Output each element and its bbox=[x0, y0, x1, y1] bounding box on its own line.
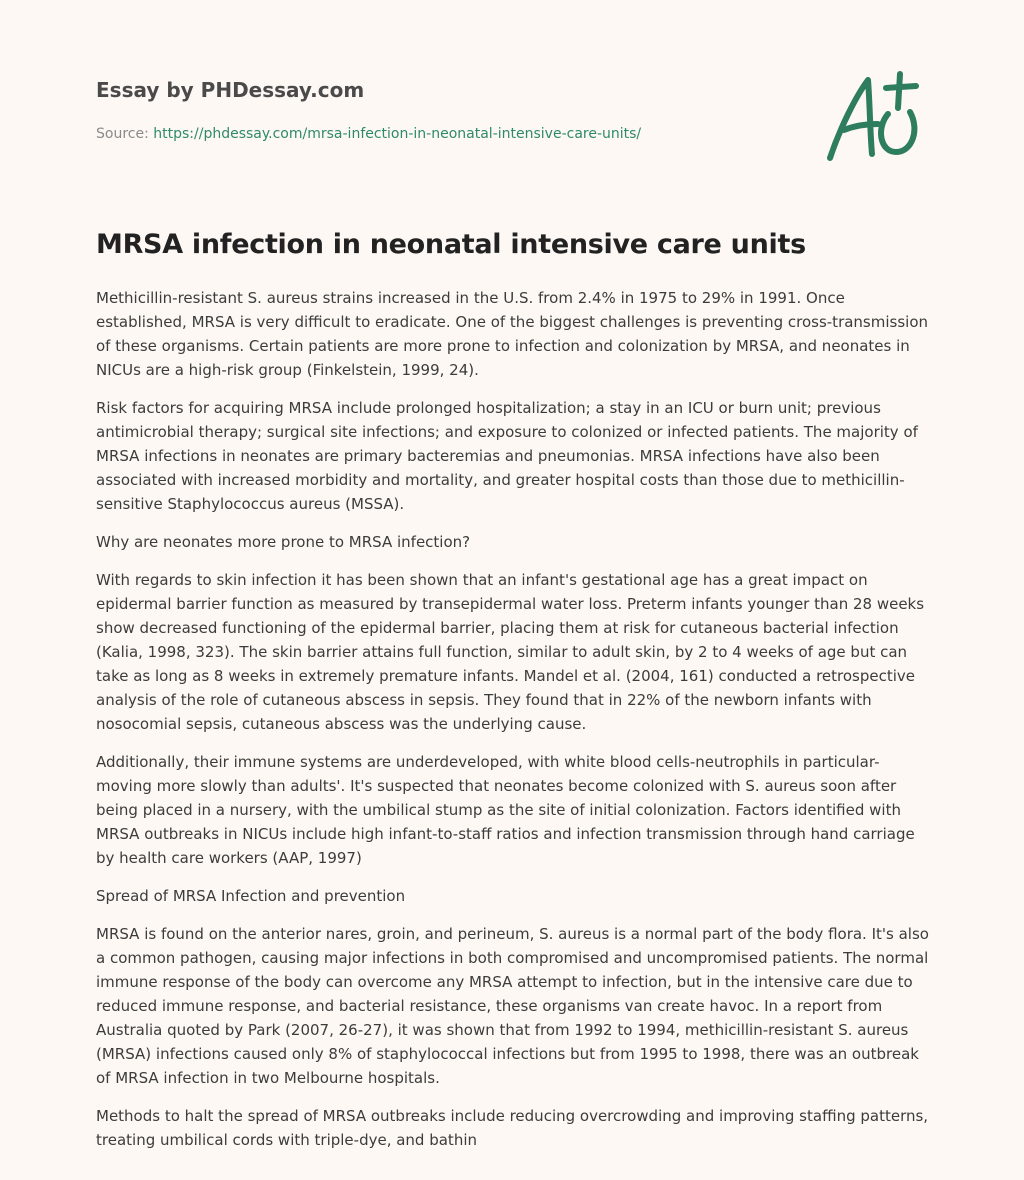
source-label: Source: bbox=[96, 126, 149, 142]
article-title: MRSA infection in neonatal intensive care units bbox=[96, 229, 806, 260]
paragraph: Methods to halt the spread of MRSA outbreaks include reducing overcrowding and improving staffing patterns, treating umbilical cords with triple-dye, and bathin bbox=[96, 1107, 929, 1149]
source-line bbox=[96, 124, 641, 144]
paragraph: Methicillin-resistant S. aureus strains increased in the U.S. from 2.4% in 1975 to 29% in 1991. Once established, MRSA is very difficult to eradicate. One of the biggest challenges is preventing cross-transmission of these organisms. Certain patients are more prone to infection and colonization by MRSA, and neonates in NICUs are a high-risk group (Finkelstein, 1999, 24). bbox=[96, 289, 929, 379]
a-plus-logo-icon bbox=[818, 66, 928, 166]
paragraph: With regards to skin infection it has been shown that an infant's gestational age has a great impact on epidermal barrier function as measured by transepidermal water loss. Preterm infants younger than 28 weeks show decreased functioning of the epidermal barrier, placing them at risk for cutaneous bacterial infection (Kalia, 1998, 323). The skin barrier attains full function, similar to adult skin, by 2 to 4 weeks of age but can take as long as 8 weeks in extremely premature infants. Mandel et al. (2004, 161) conducted a retrospective analysis of the role of cutaneous abscess in sepsis. They found that in 22% of the newborn infants with nosocomial sepsis, cutaneous abscess was the underlying cause. bbox=[96, 571, 925, 733]
section-heading: Spread of MRSA Infection and prevention bbox=[96, 887, 406, 905]
section-heading: Why are neonates more prone to MRSA infection? bbox=[96, 533, 471, 551]
source-link[interactable]: https://phdessay.com/mrsa-infection-in-neonatal-intensive-care-units/ bbox=[153, 126, 642, 142]
paragraph: MRSA is found on the anterior nares, groin, and perineum, S. aureus is a normal part of the body flora. It's also a common pathogen, causing major infections in both compromised and uncompromised patients. The normal immune response of the body can overcome any MRSA attempt to infection, but in the intensive care due to reduced immune response, and bacterial resistance, these organisms van create havoc. In a report from Australia quoted by Park (2007, 26-27), it was shown that from 1992 to 1994, methicillin-resistant S. aureus (MRSA) infections caused only 8% of staphylococcal infections but from 1995 to 1998, there was an outbreak of MRSA infection in two Melbourne hospitals. bbox=[96, 925, 929, 1087]
page-header bbox=[96, 76, 796, 142]
site-brand: Essay by PHDessay.com bbox=[96, 78, 365, 102]
paragraph: Additionally, their immune systems are underdeveloped, with white blood cells-neutrophils in particular-moving more slowly than adults'. It's suspected that neonates become colonized with S. aureus soon after being placed in a nursery, with the umbilical stump as the site of initial colonization. Factors identified with MRSA outbreaks in NICUs include high infant-to-staff ratios and infection transmission through hand carriage by health care workers (AAP, 1997) bbox=[96, 753, 915, 867]
article-body bbox=[96, 286, 930, 1166]
paragraph: Risk factors for acquiring MRSA include prolonged hospitalization; a stay in an ICU or burn unit; previous antimicrobial therapy; surgical site infections; and exposure to colonized or infected patients. The majority of MRSA infections in neonates are primary bacteremias and pneumonias. MRSA infections have also been associated with increased morbidity and mortality, and greater hospital costs than those due to methicillin-sensitive Staphylococcus aureus (MSSA). bbox=[96, 399, 918, 513]
